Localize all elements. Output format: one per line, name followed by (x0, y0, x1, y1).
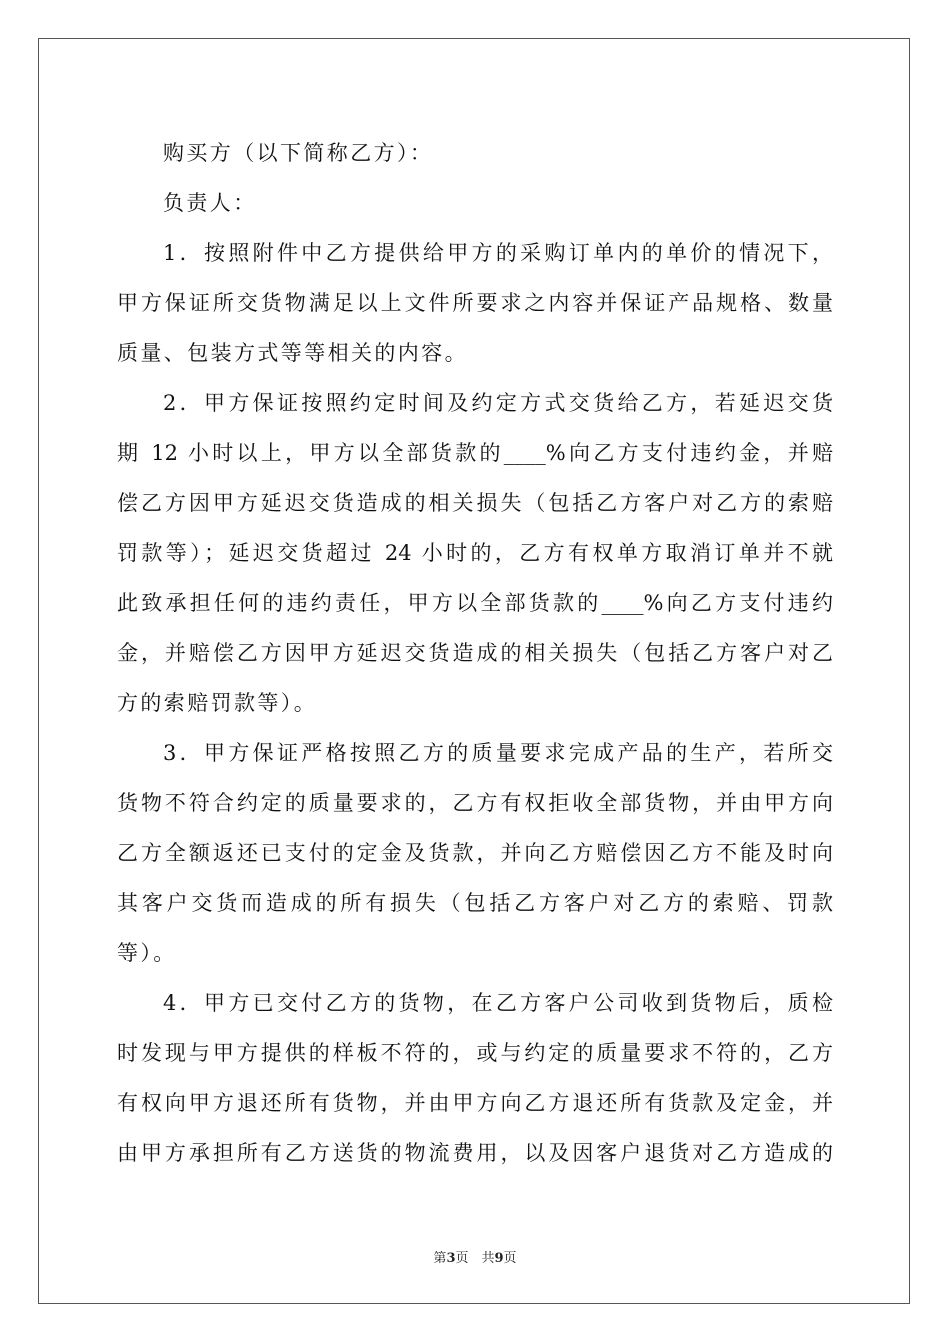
document-body (117, 128, 833, 1178)
page-current: 3 (446, 1251, 456, 1266)
page-suffix: 页 (503, 1251, 517, 1266)
text-line: 金，并赔偿乙方因甲方延迟交货造成的相关损失（包括乙方客户对乙 (117, 641, 833, 665)
text-line: 罚款等）；延迟交货超过 24 小时的，乙方有权单方取消订单并不就 (117, 541, 833, 565)
text-line: 方的索赔罚款等）。 (117, 691, 318, 715)
page-mid: 页 共 (455, 1251, 495, 1266)
text-line: 2．甲方保证按照约定时间及约定方式交货给乙方，若延迟交货 (163, 391, 833, 415)
text-line: 偿乙方因甲方延迟交货造成的相关损失（包括乙方客户对乙方的索赔 (117, 491, 833, 515)
text-line: 1．按照附件中乙方提供给甲方的采购订单内的单价的情况下， (163, 241, 833, 265)
text-line: 期 12 小时以上，甲方以全部货款的____%向乙方支付违约金，并赔 (117, 441, 833, 465)
text-line: 货物不符合约定的质量要求的，乙方有权拒收全部货物，并由甲方向 (117, 791, 833, 815)
text-line: 3．甲方保证严格按照乙方的质量要求完成产品的生产，若所交 (163, 741, 833, 765)
text-line: 乙方全额返还已支付的定金及货款，并向乙方赔偿因乙方不能及时向 (117, 841, 833, 865)
page-total: 9 (494, 1251, 504, 1266)
text-line: 等）。 (117, 941, 177, 965)
text-line: 购买方（以下简称乙方）： (163, 141, 434, 165)
text-line: 负责人： (163, 191, 257, 215)
text-line: 此致承担任何的违约责任，甲方以全部货款的____%向乙方支付违约 (117, 591, 833, 615)
page-footer (0, 1247, 950, 1266)
text-line: 时发现与甲方提供的样板不符的，或与约定的质量要求不符的，乙方 (117, 1041, 833, 1065)
text-line: 其客户交货而造成的所有损失（包括乙方客户对乙方的索赔、罚款 (117, 891, 833, 915)
text-line: 质量、包装方式等等相关的内容。 (117, 341, 468, 365)
text-line: 甲方保证所交货物满足以上文件所要求之内容并保证产品规格、数量 (117, 291, 833, 315)
text-line: 由甲方承担所有乙方送货的物流费用，以及因客户退货对乙方造成的 (117, 1141, 833, 1165)
page-prefix: 第 (433, 1251, 447, 1266)
text-line: 4．甲方已交付乙方的货物，在乙方客户公司收到货物后，质检 (163, 991, 833, 1015)
text-line: 有权向甲方退还所有货物，并由甲方向乙方退还所有货款及定金，并 (117, 1091, 833, 1115)
